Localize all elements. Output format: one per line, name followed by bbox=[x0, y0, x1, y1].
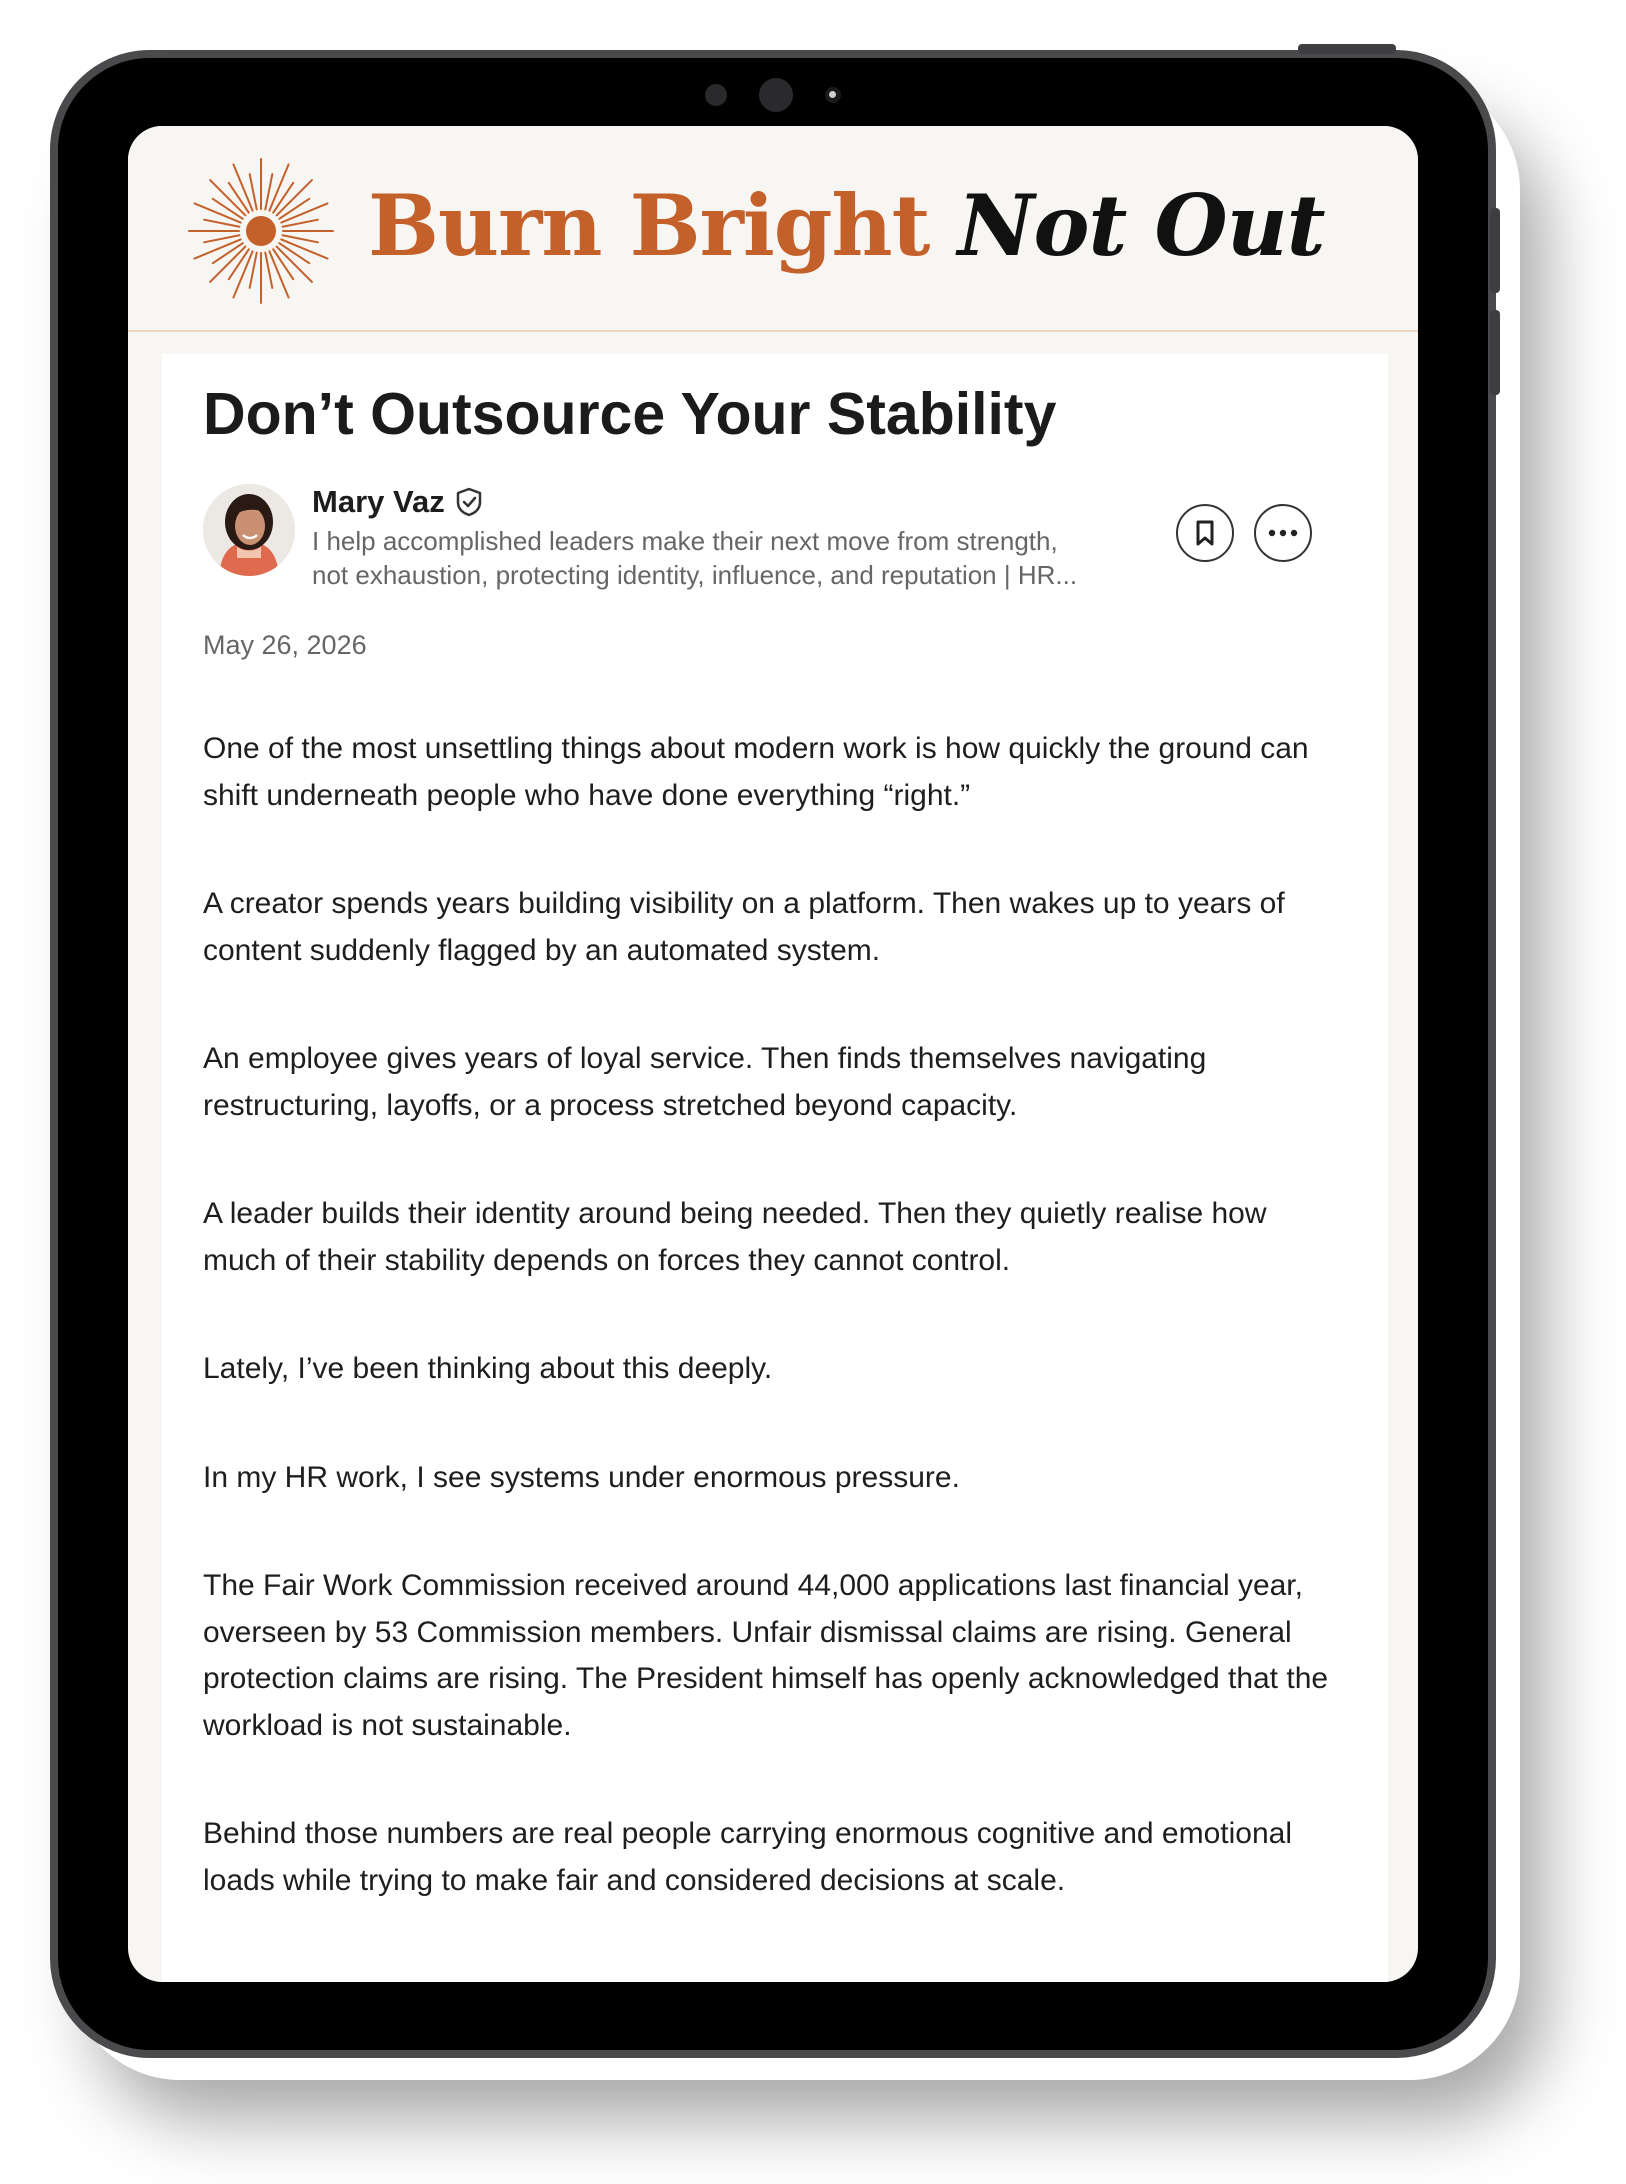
brand-title bbox=[368, 176, 1325, 275]
screen bbox=[128, 126, 1418, 1982]
author-info bbox=[312, 482, 1172, 592]
article-paragraph: Behind those numbers are real people carrying enormous cognitive and emotional loads while trying to make fair and considered decisions at scale. bbox=[203, 1817, 1292, 1897]
article-paragraph: One of the most unsettling things about modern work is how quickly the ground can shift underneath people who have done everything “right.” bbox=[203, 732, 1309, 812]
article-body bbox=[203, 726, 1343, 1966]
volume-up-button bbox=[1490, 208, 1500, 293]
article-paragraph: The Fair Work Commission received around 44,000 applications last financial year, overseen by 53 Commission members. Unfair dismissal claims are rising. General protection claims are rising. The President himself has openly acknowledged that the workload is not sustainable. bbox=[203, 1569, 1329, 1742]
article-paragraph: Lately, I’ve been thinking about this deeply. bbox=[203, 1352, 773, 1385]
sunburst-icon bbox=[186, 156, 336, 306]
more-options-icon bbox=[1267, 528, 1299, 538]
avatar-portrait-icon bbox=[203, 484, 295, 576]
publish-date: May 26, 2026 bbox=[203, 630, 367, 660]
article-paragraph: In my HR work, I see systems under enormous pressure. bbox=[203, 1460, 960, 1494]
article-title: Don’t Outsource Your Stability bbox=[203, 381, 1057, 447]
author-name-row bbox=[312, 482, 1172, 522]
camera-array bbox=[0, 78, 1546, 112]
article-paragraph: A leader builds their identity around being needed. Then they quietly realise how much of their stability depends on forces they cannot control. bbox=[203, 1197, 1267, 1277]
article-paragraph: A creator spends years building visibility on a platform. Then wakes up to years of content suddenly flagged by an automated system. bbox=[203, 887, 1285, 967]
author-headline bbox=[312, 524, 1172, 592]
author-bio-line: I help accomplished leaders make their next move from strength, bbox=[312, 526, 1058, 556]
more-options-button[interactable] bbox=[1254, 504, 1312, 562]
power-button bbox=[1298, 44, 1396, 54]
camera-sensor-icon bbox=[705, 84, 727, 106]
newsletter-banner bbox=[128, 126, 1418, 332]
bookmark-icon bbox=[1193, 519, 1217, 547]
article-paragraph: An employee gives years of loyal service. Then finds themselves navigating restructuring, layoffs, or a process stretched beyond capacity. bbox=[203, 1042, 1207, 1122]
brand-word-secondary: Not Out bbox=[957, 176, 1325, 275]
front-camera-icon bbox=[759, 78, 793, 112]
verified-shield-icon bbox=[455, 487, 483, 517]
author-name[interactable]: Mary Vaz bbox=[312, 484, 445, 519]
author-bio-line: not exhaustion, protecting identity, influence, and reputation | HR... bbox=[312, 560, 1078, 590]
volume-down-button bbox=[1490, 310, 1500, 395]
author-avatar[interactable] bbox=[203, 484, 295, 576]
light-sensor-icon bbox=[825, 87, 841, 103]
brand-word-primary: Burn Bright bbox=[368, 176, 930, 275]
save-article-button[interactable] bbox=[1176, 504, 1234, 562]
article-card bbox=[162, 354, 1388, 1982]
